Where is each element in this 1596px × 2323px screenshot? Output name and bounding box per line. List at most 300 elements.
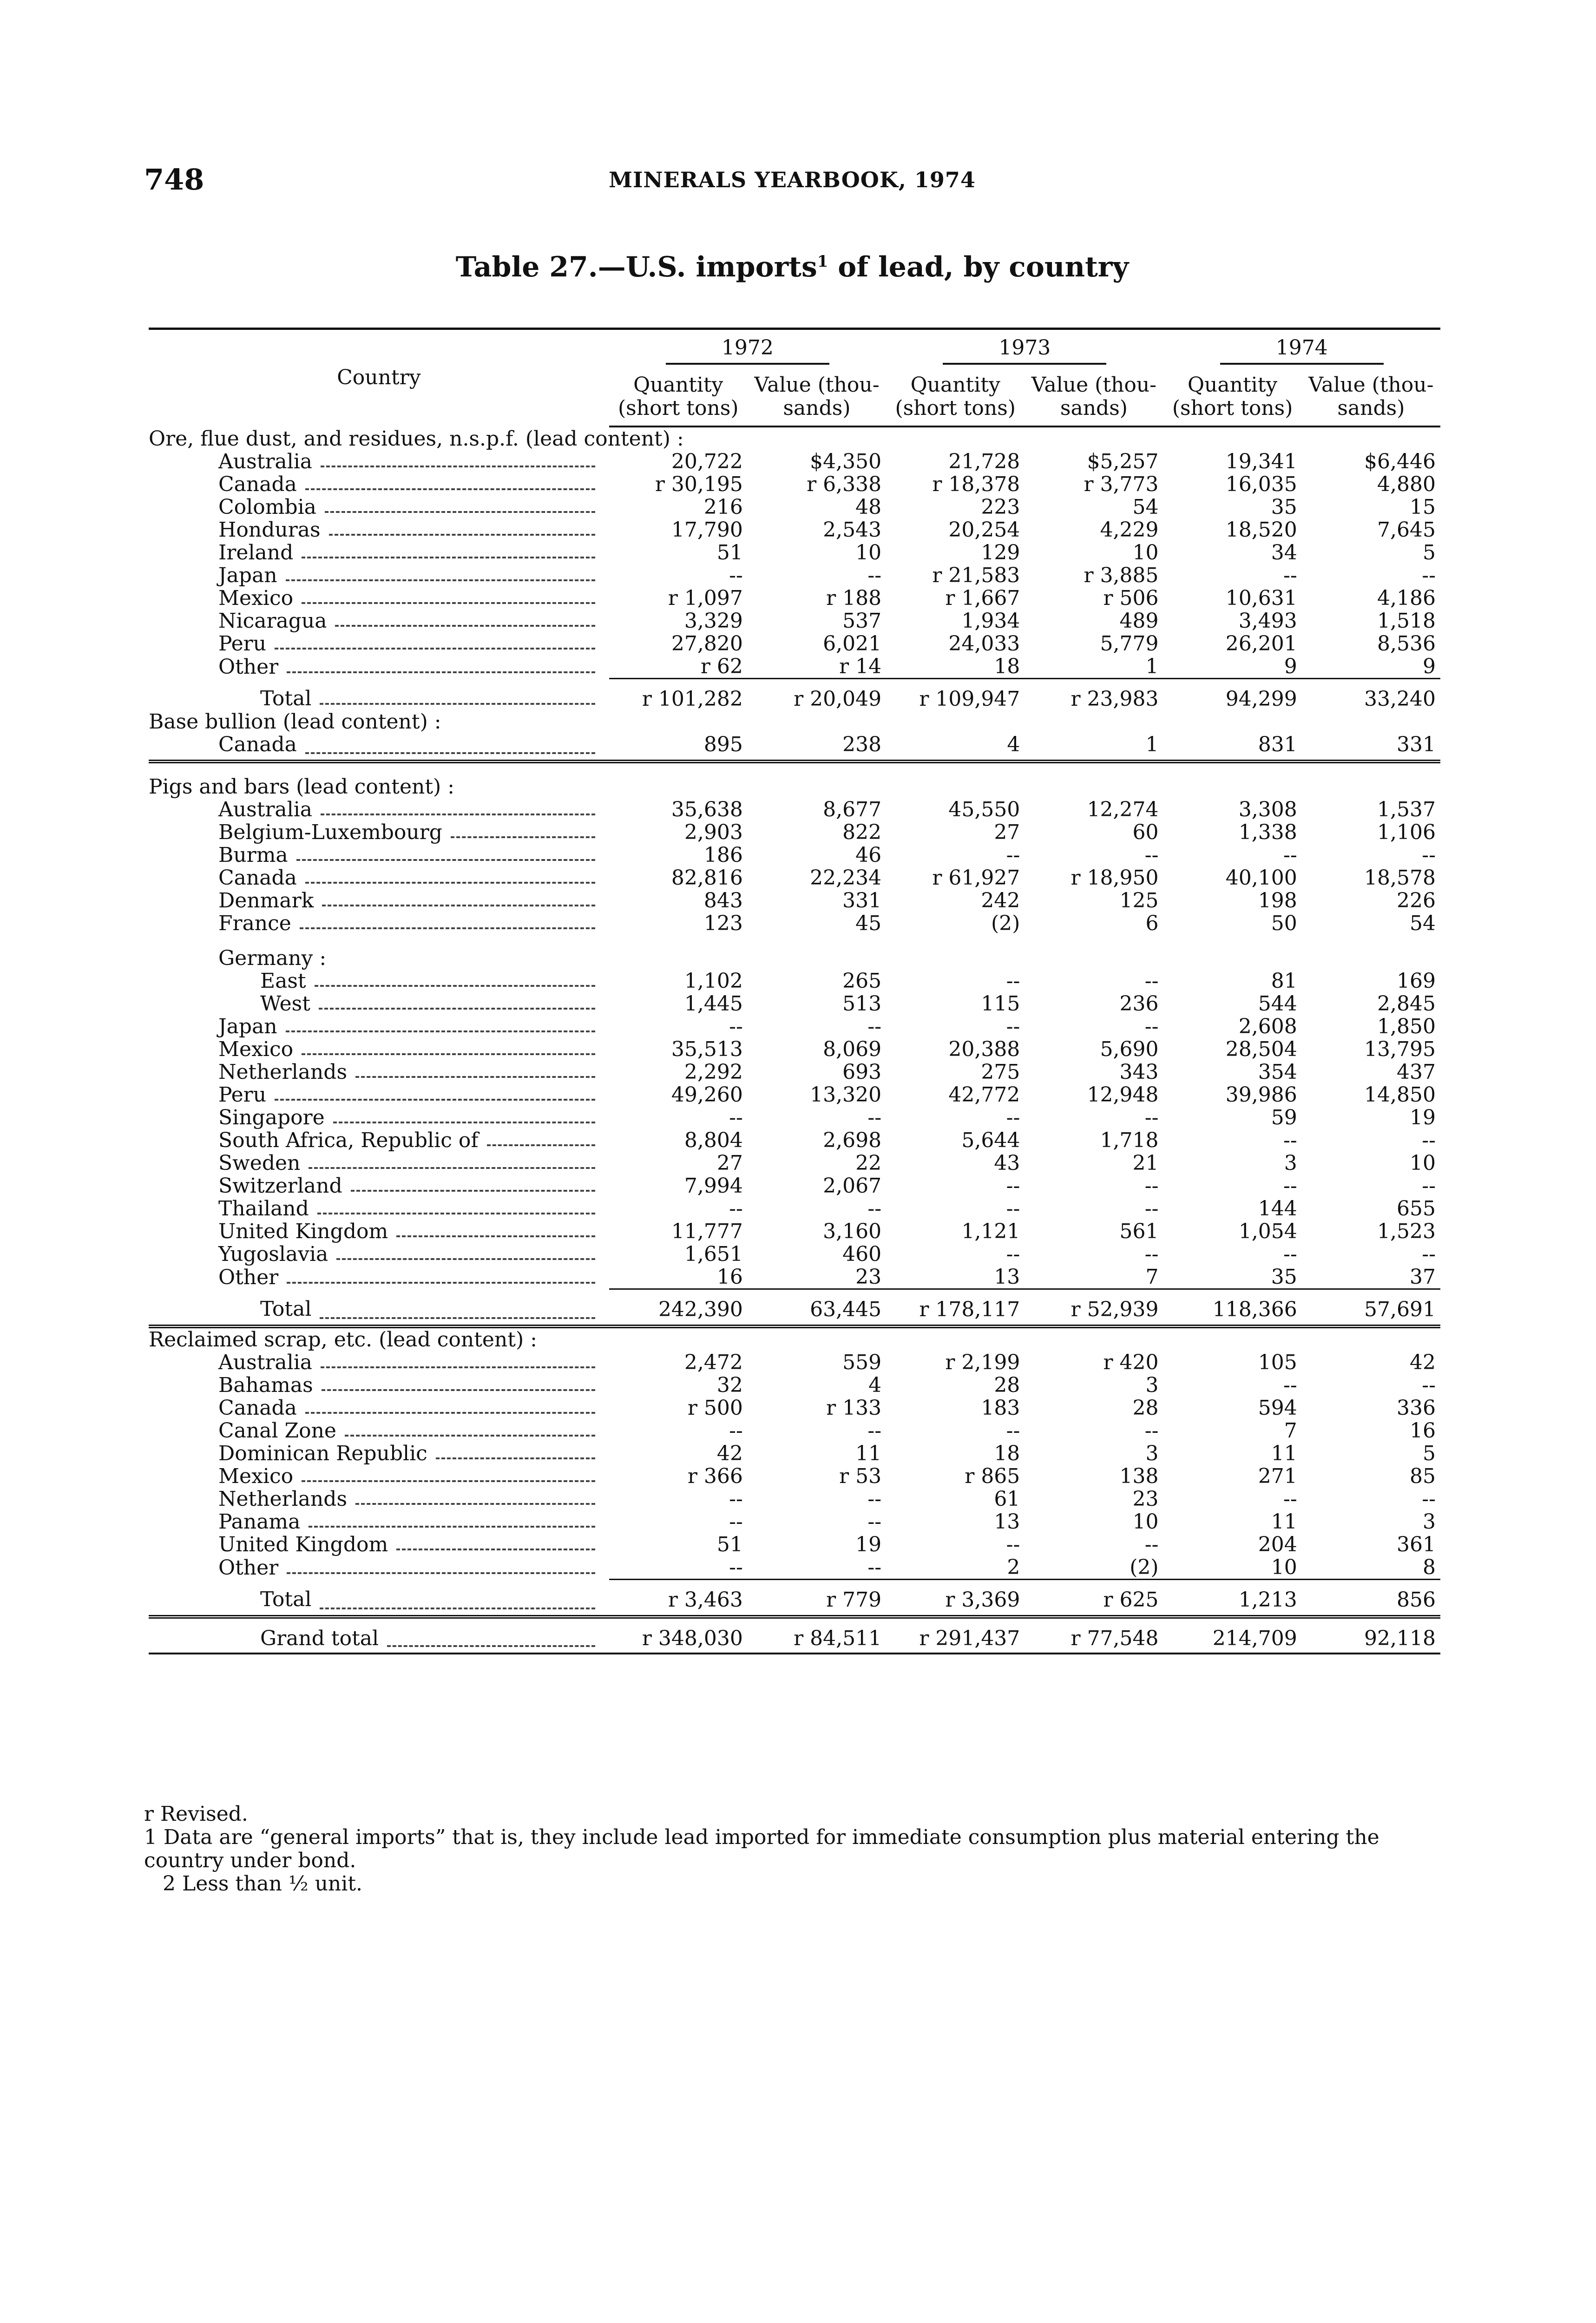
- dot-leader: [275, 648, 595, 650]
- dot-leader: [329, 534, 595, 536]
- quantity-cell: r 2,199: [945, 1351, 1020, 1374]
- spacer-row: [149, 761, 1440, 775]
- value-cell: 1,106: [1377, 820, 1436, 844]
- row-label-text: Honduras: [218, 518, 321, 541]
- row-label-text: Canada: [218, 733, 297, 756]
- value-cell: 169: [1397, 969, 1436, 993]
- dot-leader: [315, 985, 595, 987]
- row-label: [149, 1197, 609, 1220]
- dot-leader: [317, 1213, 595, 1214]
- row-label: [149, 912, 609, 935]
- quantity-cell: 18: [994, 655, 1020, 678]
- quantity-cell: --: [1006, 1242, 1020, 1266]
- value-cell: 42: [1410, 1351, 1436, 1374]
- value-cell: r 14: [839, 655, 882, 678]
- table-row: [149, 821, 1440, 844]
- table-body: [149, 427, 1440, 1654]
- quantity-cell: 13: [994, 1265, 1020, 1289]
- value-cell: 22: [855, 1151, 882, 1175]
- row-label: [149, 1351, 609, 1374]
- footnotes: [144, 1803, 1440, 1896]
- table-row: [149, 1220, 1440, 1243]
- quantity-cell: 20,388: [948, 1037, 1020, 1061]
- value-cell: 14,850: [1364, 1083, 1436, 1107]
- row-label-text: Dominican Republic: [218, 1442, 427, 1465]
- value-cell: 54: [1410, 912, 1436, 935]
- value-cell: r 52,939: [1025, 1289, 1163, 1327]
- value-cell: 226: [1397, 889, 1436, 912]
- row-label: [149, 798, 609, 821]
- quantity-cell: 2,608: [1238, 1015, 1297, 1038]
- quantity-cell: 19,341: [1225, 450, 1297, 473]
- quantity-cell: 843: [703, 889, 743, 912]
- value-cell: 15: [1410, 495, 1436, 519]
- row-label: [149, 496, 609, 518]
- quantity-cell: 28: [994, 1373, 1020, 1397]
- quantity-cell: 8,804: [684, 1129, 743, 1152]
- row-label: [149, 564, 609, 587]
- value-cell: 10: [1410, 1151, 1436, 1175]
- row-label-text: Netherlands: [218, 1488, 348, 1510]
- row-label: [149, 1083, 609, 1106]
- dot-leader: [322, 905, 595, 906]
- row-label-text: Ireland: [218, 541, 294, 564]
- row-label: [149, 587, 609, 610]
- value-cell: 1,718: [1100, 1129, 1159, 1152]
- section-heading: Pigs and bars (lead content) :: [149, 775, 454, 799]
- value-cell: 265: [842, 969, 882, 993]
- value-cell: $4,350: [810, 450, 882, 473]
- value-cell: 238: [748, 733, 886, 761]
- value-cell: 57,691: [1302, 1289, 1440, 1327]
- section-heading: Base bullion (lead content) :: [149, 710, 441, 734]
- quantity-cell: 216: [703, 495, 743, 519]
- quantity-cell: 2,903: [684, 820, 743, 844]
- quantity-cell: 20,254: [948, 518, 1020, 542]
- value-header: Value (thou- sands): [1025, 373, 1163, 427]
- value-cell: 33,240: [1302, 679, 1440, 711]
- quantity-cell: 204: [1258, 1533, 1297, 1556]
- value-cell: 54: [1132, 495, 1159, 519]
- quantity-cell: 81: [1271, 969, 1297, 993]
- dot-leader: [302, 1053, 595, 1055]
- row-label-text: Total: [260, 1297, 312, 1321]
- value-cell: --: [1144, 1419, 1159, 1443]
- row-label-text: Sweden: [218, 1152, 301, 1175]
- table-row: [149, 1465, 1440, 1488]
- quantity-cell: --: [1006, 969, 1020, 993]
- value-cell: --: [867, 1487, 882, 1511]
- dot-leader: [305, 882, 595, 884]
- value-cell: 13,795: [1364, 1037, 1436, 1061]
- quantity-cell: 9: [1284, 655, 1297, 678]
- row-label-text: Japan: [218, 564, 277, 587]
- table-row: [149, 889, 1440, 912]
- quantity-cell: --: [729, 1419, 743, 1443]
- value-cell: 12,948: [1087, 1083, 1159, 1107]
- quantity-cell: 223: [981, 495, 1020, 519]
- quantity-cell: 105: [1258, 1351, 1297, 1374]
- quantity-cell: 51: [716, 541, 743, 564]
- table-row: [149, 1015, 1440, 1038]
- value-cell: --: [867, 1555, 882, 1579]
- value-cell: --: [1422, 1487, 1436, 1511]
- row-label: [149, 1152, 609, 1175]
- value-cell: 343: [1119, 1060, 1159, 1084]
- row-label: [149, 1374, 609, 1397]
- row-label-text: Canal Zone: [218, 1419, 336, 1442]
- quantity-cell: 7: [1284, 1419, 1297, 1443]
- section-heading-row: [149, 947, 1440, 970]
- value-cell: 48: [855, 495, 882, 519]
- value-cell: r 23,983: [1025, 679, 1163, 711]
- running-head: MINERALS YEARBOOK, 1974: [609, 167, 976, 192]
- row-label: [149, 1419, 609, 1442]
- row-label: [149, 1556, 609, 1580]
- row-label-text: Netherlands: [218, 1061, 348, 1083]
- table-row: [149, 866, 1440, 889]
- quantity-cell: (2): [991, 912, 1020, 935]
- quantity-cell: r 30,195: [655, 472, 743, 496]
- value-cell: 236: [1119, 992, 1159, 1016]
- value-cell: 2,698: [823, 1129, 882, 1152]
- quantity-cell: 2: [1007, 1555, 1020, 1579]
- value-cell: r 6,338: [807, 472, 882, 496]
- dot-leader: [305, 1412, 595, 1414]
- row-label-text: Grand total: [260, 1627, 379, 1650]
- value-cell: 437: [1397, 1060, 1436, 1084]
- dot-leader: [321, 1366, 595, 1368]
- value-cell: 2,845: [1377, 992, 1436, 1016]
- value-cell: r 133: [826, 1396, 882, 1420]
- dot-leader: [286, 579, 595, 581]
- quantity-cell: 18,520: [1225, 518, 1297, 542]
- quantity-cell: r 3,369: [886, 1580, 1025, 1617]
- quantity-cell: 35,638: [671, 798, 743, 821]
- row-label: [149, 632, 609, 655]
- quantity-cell: 1,054: [1238, 1220, 1297, 1243]
- footnote-2: 2 Less than ½ unit.: [163, 1872, 363, 1896]
- value-cell: 28: [1132, 1396, 1159, 1420]
- quantity-header: Quantity (short tons): [609, 373, 748, 427]
- value-cell: 5: [1423, 1442, 1436, 1465]
- dot-leader: [287, 671, 595, 673]
- value-cell: 513: [842, 992, 882, 1016]
- quantity-cell: --: [1006, 1419, 1020, 1443]
- row-label-text: Mexico: [218, 1038, 294, 1061]
- quantity-cell: r 21,583: [932, 564, 1020, 587]
- row-label: [149, 970, 609, 992]
- quantity-cell: r 3,463: [609, 1580, 748, 1617]
- row-label: [149, 866, 609, 889]
- row-label: [149, 679, 609, 711]
- quantity-cell: 50: [1271, 912, 1297, 935]
- row-label: [149, 655, 609, 679]
- value-cell: 561: [1119, 1220, 1159, 1243]
- value-cell: 655: [1397, 1197, 1436, 1221]
- row-label-text: Other: [218, 1556, 279, 1580]
- table-row: [149, 1129, 1440, 1152]
- table-row: [149, 1175, 1440, 1197]
- row-label-text: Australia: [218, 450, 313, 473]
- dot-leader: [287, 1282, 595, 1284]
- quantity-cell: 7,994: [684, 1174, 743, 1198]
- value-cell: 3: [1145, 1373, 1159, 1397]
- table-title-main: Table 27.—U.S. imports: [455, 251, 817, 283]
- quantity-cell: 1,102: [684, 969, 743, 993]
- year-header: 1973: [886, 329, 1163, 374]
- dot-leader: [302, 557, 595, 558]
- quantity-cell: --: [1283, 1487, 1297, 1511]
- row-label-text: Peru: [218, 1083, 267, 1106]
- value-cell: 4: [868, 1373, 882, 1397]
- value-cell: --: [1422, 1242, 1436, 1266]
- value-cell: --: [867, 564, 882, 587]
- row-label-text: Australia: [218, 1351, 313, 1374]
- total-row: [149, 1617, 1440, 1654]
- dot-leader: [335, 625, 595, 627]
- quantity-cell: --: [1006, 1106, 1020, 1129]
- table-row: [149, 473, 1440, 496]
- year-header: 1972: [609, 329, 886, 374]
- section-heading-row: [149, 710, 1440, 733]
- quantity-cell: --: [729, 1106, 743, 1129]
- row-label-text: Denmark: [218, 889, 314, 912]
- table-row: [149, 632, 1440, 655]
- table-row: [149, 1442, 1440, 1465]
- dot-leader: [300, 927, 595, 929]
- value-cell: 4,880: [1377, 472, 1436, 496]
- quantity-cell: 11: [1271, 1510, 1297, 1534]
- quantity-cell: --: [1006, 1533, 1020, 1556]
- row-label: [149, 1442, 609, 1465]
- value-cell: --: [1422, 1174, 1436, 1198]
- value-cell: 822: [842, 820, 882, 844]
- section-heading-row: [149, 1326, 1440, 1351]
- row-label-text: Other: [218, 655, 279, 679]
- quantity-cell: 183: [981, 1396, 1020, 1420]
- value-cell: 63,445: [748, 1289, 886, 1327]
- table-row: [149, 1488, 1440, 1510]
- quantity-cell: 27,820: [671, 632, 743, 656]
- row-label: [149, 1533, 609, 1556]
- value-cell: --: [867, 1510, 882, 1534]
- value-cell: 361: [1397, 1533, 1436, 1556]
- quantity-cell: 123: [703, 912, 743, 935]
- quantity-cell: --: [729, 1015, 743, 1038]
- section-heading: Germany :: [218, 946, 327, 970]
- value-cell: r 3,885: [1084, 564, 1159, 587]
- quantity-cell: 594: [1258, 1396, 1297, 1420]
- quantity-cell: r 1,097: [668, 586, 743, 610]
- quantity-cell: --: [1283, 1129, 1297, 1152]
- dot-leader: [336, 1258, 595, 1260]
- value-cell: 1,537: [1377, 798, 1436, 821]
- quantity-cell: --: [1006, 1197, 1020, 1221]
- dot-leader: [487, 1144, 595, 1146]
- value-cell: 2,543: [823, 518, 882, 542]
- value-cell: --: [867, 1106, 882, 1129]
- spacer-row: [149, 935, 1440, 947]
- footnote-revised: r Revised.: [144, 1802, 248, 1826]
- quantity-cell: r 291,437: [886, 1617, 1025, 1654]
- quantity-cell: 40,100: [1225, 866, 1297, 890]
- quantity-cell: 1,934: [961, 609, 1020, 633]
- table-row: [149, 733, 1440, 761]
- table-row: [149, 844, 1440, 866]
- value-cell: 8,677: [823, 798, 882, 821]
- row-label: [149, 1220, 609, 1243]
- row-label-text: United Kingdom: [218, 1220, 388, 1243]
- row-label: [149, 541, 609, 564]
- table-row: [149, 1419, 1440, 1442]
- quantity-cell: 271: [1258, 1464, 1297, 1488]
- row-label-text: East: [260, 970, 306, 992]
- quantity-cell: r 62: [700, 655, 743, 678]
- table-row: [149, 1397, 1440, 1419]
- table-title-tail: of lead, by country: [828, 251, 1129, 283]
- value-cell: 6,021: [823, 632, 882, 656]
- row-label: [149, 1175, 609, 1197]
- quantity-cell: r 348,030: [609, 1617, 748, 1654]
- year-header: 1974: [1163, 329, 1440, 374]
- section-heading-row: [149, 775, 1440, 798]
- quantity-cell: 242,390: [609, 1289, 748, 1327]
- quantity-cell: 10,631: [1225, 586, 1297, 610]
- quantity-cell: 34: [1271, 541, 1297, 564]
- dot-leader: [287, 1572, 595, 1574]
- dot-leader: [320, 703, 595, 705]
- row-label: [149, 1289, 609, 1327]
- quantity-cell: --: [729, 1487, 743, 1511]
- quantity-header: Quantity (short tons): [886, 373, 1025, 427]
- value-cell: 1: [1025, 733, 1163, 761]
- value-cell: 537: [842, 609, 882, 633]
- quantity-cell: --: [1006, 843, 1020, 867]
- value-cell: 8,069: [823, 1037, 882, 1061]
- value-cell: 85: [1410, 1464, 1436, 1488]
- value-cell: 10: [855, 541, 882, 564]
- row-label-text: Canada: [218, 473, 297, 496]
- quantity-cell: 242: [981, 889, 1020, 912]
- value-cell: 3: [1145, 1442, 1159, 1465]
- table-row: [149, 496, 1440, 518]
- value-cell: 460: [842, 1242, 882, 1266]
- dot-leader: [325, 511, 595, 513]
- dot-leader: [345, 1435, 595, 1437]
- value-cell: --: [1144, 1174, 1159, 1198]
- table-row: [149, 1197, 1440, 1220]
- dot-leader: [302, 1480, 595, 1482]
- value-cell: --: [1422, 1129, 1436, 1152]
- value-cell: --: [1144, 969, 1159, 993]
- table-row: [149, 1533, 1440, 1556]
- value-cell: 21: [1132, 1151, 1159, 1175]
- value-cell: r 3,773: [1084, 472, 1159, 496]
- row-label: [149, 1510, 609, 1533]
- dot-leader: [396, 1549, 595, 1550]
- row-label: [149, 889, 609, 912]
- quantity-cell: --: [1006, 1015, 1020, 1038]
- row-label: [149, 1266, 609, 1289]
- row-label: [149, 1106, 609, 1129]
- value-cell: 1,850: [1377, 1015, 1436, 1038]
- value-cell: 22,234: [810, 866, 882, 890]
- value-cell: 6: [1145, 912, 1159, 935]
- dot-leader: [319, 1008, 595, 1010]
- value-cell: 3: [1423, 1510, 1436, 1534]
- row-label-text: South Africa, Republic of: [218, 1129, 479, 1152]
- quantity-cell: 82,816: [671, 866, 743, 890]
- dot-leader: [321, 466, 595, 467]
- value-cell: r 77,548: [1025, 1617, 1163, 1654]
- value-cell: --: [867, 1419, 882, 1443]
- table-title: [144, 251, 1440, 283]
- row-label: [149, 1580, 609, 1617]
- value-cell: 45: [855, 912, 882, 935]
- quantity-cell: 1,651: [684, 1242, 743, 1266]
- quantity-cell: 27: [994, 820, 1020, 844]
- quantity-cell: 354: [1258, 1060, 1297, 1084]
- section-heading-row: [149, 427, 1440, 450]
- row-label-text: Thailand: [218, 1197, 309, 1220]
- dot-leader: [286, 1030, 595, 1032]
- value-cell: 37: [1410, 1265, 1436, 1289]
- dot-leader: [351, 1190, 595, 1192]
- row-label-text: Mexico: [218, 1465, 294, 1488]
- quantity-cell: 129: [981, 541, 1020, 564]
- value-cell: 12,274: [1087, 798, 1159, 821]
- value-cell: 4,186: [1377, 586, 1436, 610]
- dot-leader: [275, 1099, 595, 1101]
- quantity-cell: 3,329: [684, 609, 743, 633]
- row-label: [149, 733, 609, 761]
- quantity-cell: 49,260: [671, 1083, 743, 1107]
- country-column-header: Country: [149, 329, 609, 427]
- value-cell: 693: [842, 1060, 882, 1084]
- quantity-cell: 3,493: [1238, 609, 1297, 633]
- quantity-cell: 1,121: [961, 1220, 1020, 1243]
- quantity-cell: 42: [716, 1442, 743, 1465]
- dot-leader: [333, 1122, 595, 1123]
- quantity-cell: 20,722: [671, 450, 743, 473]
- quantity-cell: r 500: [687, 1396, 743, 1420]
- table-row: [149, 992, 1440, 1015]
- value-cell: 16: [1410, 1419, 1436, 1443]
- quantity-cell: 115: [981, 992, 1020, 1016]
- value-cell: --: [1144, 1106, 1159, 1129]
- page-number: 748: [144, 163, 204, 197]
- quantity-cell: 27: [716, 1151, 743, 1175]
- quantity-cell: 186: [703, 843, 743, 867]
- value-cell: --: [1144, 1015, 1159, 1038]
- value-cell: 11: [855, 1442, 882, 1465]
- dot-leader: [355, 1503, 595, 1505]
- row-label: [149, 1038, 609, 1061]
- value-header: Value (thou- sands): [1302, 373, 1440, 427]
- value-cell: 125: [1119, 889, 1159, 912]
- row-label-text: Nicaragua: [218, 610, 327, 632]
- value-cell: 13,320: [810, 1083, 882, 1107]
- quantity-cell: 2,292: [684, 1060, 743, 1084]
- quantity-cell: 11: [1271, 1442, 1297, 1465]
- table-row: [149, 564, 1440, 587]
- value-cell: --: [1422, 843, 1436, 867]
- value-cell: 23: [1132, 1487, 1159, 1511]
- value-cell: --: [867, 1015, 882, 1038]
- quantity-cell: 28,504: [1225, 1037, 1297, 1061]
- value-cell: r 506: [1103, 586, 1159, 610]
